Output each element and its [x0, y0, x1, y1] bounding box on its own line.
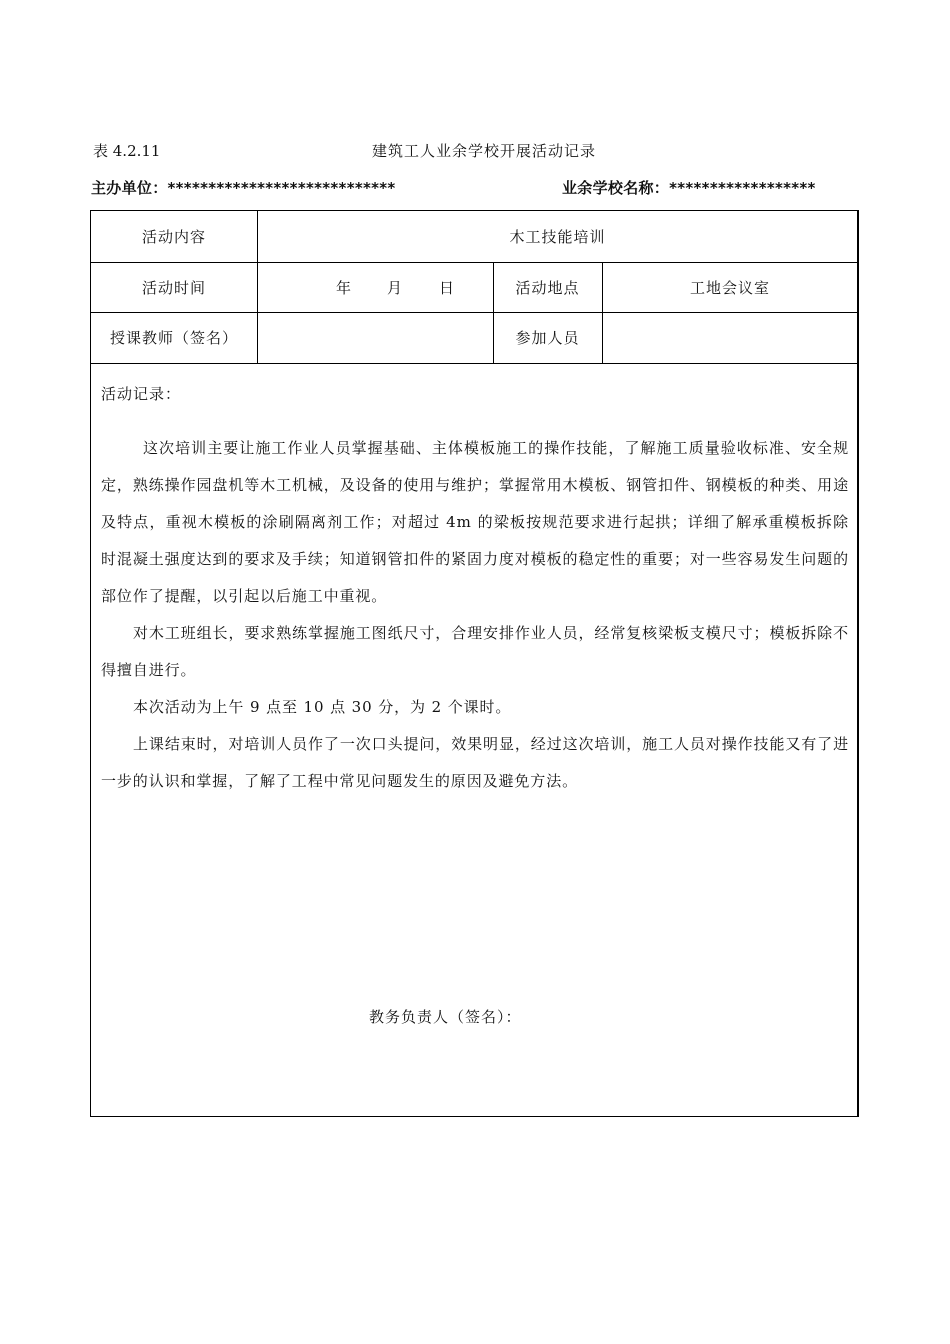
participants-field[interactable] — [602, 312, 858, 363]
table-number: 表 4.2.11 — [93, 142, 161, 160]
organizer-label: 主办单位： — [91, 179, 168, 197]
date-day: 日 — [439, 279, 455, 297]
activity-content-label: 活动内容 — [141, 228, 206, 246]
activity-place-value[interactable]: 工地会议室 — [689, 278, 770, 297]
activity-date-field[interactable] — [257, 262, 493, 312]
document-title: 建筑工人业余学校开展活动记录 — [372, 142, 597, 160]
activity-time-label: 活动时间 — [141, 278, 206, 297]
record-paragraph-2: 对木工班组长，要求熟练掌握施工图纸尺寸，合理安排作业人员，经常复核梁板支模尺寸；模板拆除不得擅自进行。 — [101, 624, 849, 679]
date-month: 月 — [387, 279, 403, 297]
record-paragraph-1: 这次培训主要让施工作业人员掌握基础、主体模板施工的操作技能，了解施工质量验收标准、安全规定，熟练操作园盘机等木工机械，及设备的使用与维护；掌握常用木模板、钢管扣件、钢模板的种类、用途及特点，重视木模板的涂刷隔离剂工作；对超过 4m 的梁板按规范要求进行起拱；详细了解承重模板拆除时混凝土强度达到的要求及手续；知道钢管扣件的紧固力度对模板的稳定性的重要；对一些容易发生问题的部位作了提醒，以引起以后施工中重视。 — [101, 439, 849, 605]
participants-label: 参加人员 — [515, 329, 580, 347]
organizer-field — [91, 177, 396, 198]
organizer-value: **************************** — [167, 179, 396, 197]
teacher-signature-field[interactable] — [257, 312, 493, 363]
record-label: 活动记录： — [101, 385, 182, 403]
record-paragraph-3: 本次活动为上午 9 点至 10 点 30 分，为 2 个课时。 — [133, 698, 512, 716]
activity-content-value[interactable]: 木工技能培训 — [509, 228, 606, 246]
school-name-value: ****************** — [669, 179, 816, 197]
activity-record-form — [90, 210, 859, 1117]
teacher-signature-label: 授课教师（签名） — [109, 329, 238, 347]
activity-place-label: 活动地点 — [515, 278, 580, 297]
academic-director-signature-label: 教务负责人（签名）： — [369, 1008, 522, 1026]
row-divider — [91, 363, 858, 364]
date-year: 年 — [336, 279, 352, 297]
record-paragraph-4: 上课结束时，对培训人员作了一次口头提问，效果明显，经过这次培训，施工人员对操作技能又有了进一步的认识和掌握，了解了工程中常见问题发生的原因及避免方法。 — [101, 735, 849, 790]
school-name-field — [562, 177, 816, 198]
school-name-label: 业余学校名称： — [562, 179, 670, 197]
